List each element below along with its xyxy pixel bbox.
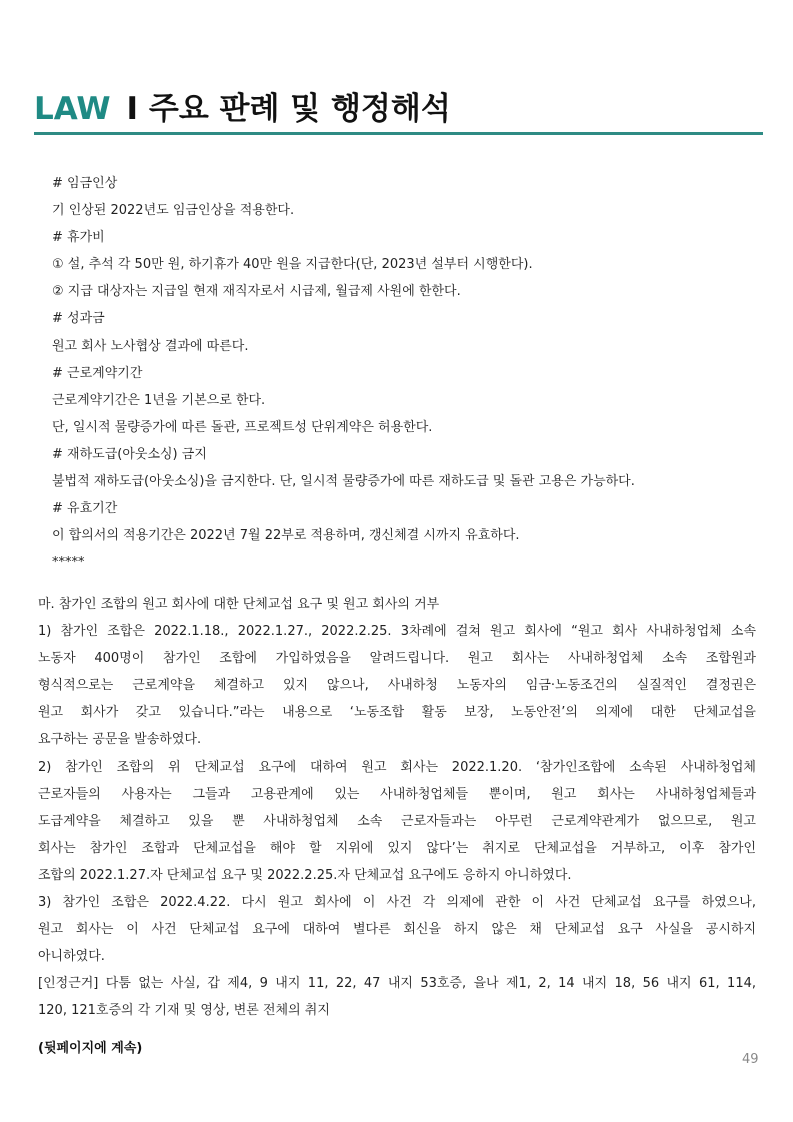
body-line: 마. 참가인 조합의 원고 회사에 대한 단체교섭 요구 및 원고 회사의 거부 (38, 597, 440, 612)
body-line: 2) 참가인 조합의 위 단체교섭 요구에 대하여 원고 회사는 2022.1.20. ‘참가인조합에 소속된 사내하청업체 (38, 759, 756, 775)
excerpt-line: # 휴가비 (52, 230, 105, 246)
excerpt-line: # 성과금 (52, 311, 105, 327)
body-line: [인정근거] 다툼 없는 사실, 갑 제4, 9 내지 11, 22, 47 내지 53호증, 을나 제1, 2, 14 내지 18, 56 내지 61, 114, (38, 976, 756, 992)
body-line: 도급계약을 체결하고 있을 뿐 사내하청업체 소속 근로자들과는 아무런 근로계약관계가 없으므로, 원고 (38, 813, 756, 829)
excerpt-line: 불법적 재하도급(아웃소싱)을 금지한다. 단, 일시적 물량증가에 따른 재하도급 및 돌관 고용은 가능하다. (52, 474, 635, 490)
body-line: 1) 참가인 조합은 2022.1.18., 2022.1.27., 2022.2.25. 3차례에 걸쳐 원고 회사에 “원고 회사 사내하청업체 소속 (38, 624, 756, 640)
excerpt-line: # 유효기간 (52, 501, 118, 517)
excerpt-line: 이 합의서의 적용기간은 2022년 7월 22부로 적용하며, 갱신체결 시까지 유효하다. (52, 528, 520, 544)
agreement-excerpt (52, 170, 752, 576)
excerpt-line: ***** (52, 555, 85, 571)
section-title (34, 86, 763, 132)
excerpt-line: 단, 일시적 물량증가에 따른 돌관, 프로젝트성 단위계약은 허용한다. (52, 419, 433, 435)
excerpt-line: # 임금인상 (52, 176, 118, 191)
body-line: 원고 회사가 갖고 있습니다.”라는 내용으로 ‘노동조합 활동 보장, 노동안전’의 의제에 대한 단체교섭을 (38, 705, 756, 721)
body-line: 형식적으로는 근로계약을 체결하고 있지 않으나, 사내하청 노동자의 임금·노동조건의 실질적인 결정권은 (38, 678, 756, 694)
excerpt-line: ① 설, 추석 각 50만 원, 하기휴가 40만 원을 지급한다(단, 2023년 설부터 시행한다). (52, 257, 533, 273)
page-number: 49 (742, 1052, 759, 1067)
page-header (34, 86, 763, 132)
body-line: 원고 회사는 이 사건 단체교섭 요구에 대하여 별다른 회신을 하지 않은 채 단체교섭 요구 사실을 공시하지 (38, 922, 756, 938)
header-divider (34, 132, 763, 135)
body-line: 요구하는 공문을 발송하였다. (38, 732, 202, 748)
body-line: 3) 참가인 조합은 2022.4.22. 다시 원고 회사에 이 사건 각 의제에 관한 이 사건 단체교섭 요구를 하였으나, (38, 895, 756, 911)
excerpt-line: # 재하도급(아웃소싱) 금지 (52, 446, 207, 462)
excerpt-line: # 근로계약기간 (52, 365, 143, 381)
excerpt-line: ② 지급 대상자는 지급일 현재 재직자로서 시급제, 월급제 사원에 한한다. (52, 284, 461, 300)
excerpt-line: 원고 회사 노사협상 결과에 따른다. (52, 338, 249, 354)
continued-note: (뒷페이지에 계속) (38, 1041, 143, 1056)
body-line: 근로자들의 사용자는 그들과 고용관계에 있는 사내하청업체들 뿐이며, 원고 회사는 사내하청업체들과 (38, 786, 756, 802)
body-line: 노동자 400명이 참가인 조합에 가입하였음을 알려드립니다. 원고 회사는 사내하청업체 소속 조합원과 (38, 651, 756, 667)
body-line: 아니하였다. (38, 949, 105, 965)
excerpt-line: 기 인상된 2022년도 임금인상을 적용한다. (52, 203, 295, 219)
case-facts (38, 591, 756, 1025)
body-line: 회사는 참가인 조합과 단체교섭을 해야 할 지위에 있지 않다’는 취지로 단체교섭을 거부하고, 이후 참가인 (38, 840, 756, 856)
body-line: 120, 121호증의 각 기재 및 영상, 변론 전체의 취지 (38, 1003, 330, 1019)
body-line: 조합의 2022.1.27.자 단체교섭 요구 및 2022.2.25.자 단체교섭 요구에도 응하지 아니하였다. (38, 867, 572, 883)
section-heading: I 주요 판례 및 행정해석 (126, 91, 451, 127)
section-label-law: LAW (34, 91, 111, 127)
excerpt-line: 근로계약기간은 1년을 기본으로 한다. (52, 392, 266, 408)
